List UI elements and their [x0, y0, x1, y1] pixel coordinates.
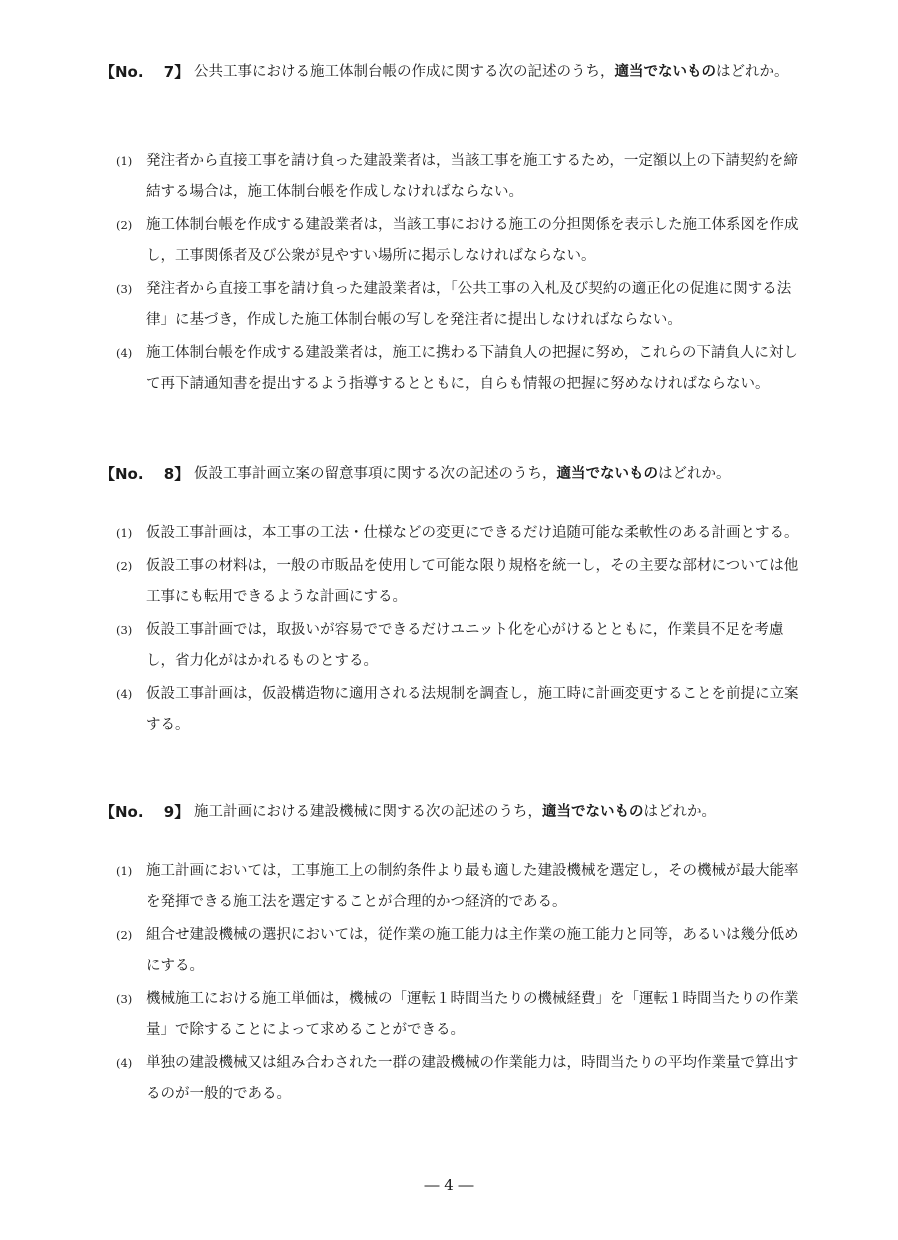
option-text: 施工計画においては，工事施工上の制約条件より最も適した建設機械を選定し，その機械が最大能率を発揮できる施工法を選定することが合理的かつ経済的である。: [146, 863, 799, 910]
question-9: [0, 798, 898, 826]
option-1: [0, 518, 898, 549]
option-3: [0, 984, 898, 1046]
option-number: (1): [116, 864, 133, 878]
option-2: [0, 920, 898, 982]
question-8: [0, 460, 898, 488]
option-number: (2): [116, 928, 133, 942]
option-text: 施工体制台帳を作成する建設業者は，当該工事における施工の分担関係を表示した施工体系図を作成し，工事関係者及び公衆が見やすい場所に掲示しなければならない。: [146, 217, 799, 264]
question-stem: [194, 460, 806, 488]
option-1: [0, 856, 898, 918]
option-3: [0, 274, 898, 336]
option-text: 発注者から直接工事を請け負った建設業者は，当該工事を施工するため，一定額以上の下請契約を締結する場合は，施工体制台帳を作成しなければならない。: [146, 153, 798, 200]
stem-emphasis: 適当でないもの: [556, 466, 658, 482]
option-2: [0, 551, 898, 613]
option-number: (4): [116, 346, 133, 360]
option-text: 仮設工事の材料は，一般の市販品を使用して可能な限り規格を統一し，その主要な部材については他工事にも転用できるような計画にする。: [146, 558, 799, 605]
stem-text-end: はどれか。: [643, 804, 716, 820]
page-number: ― 4 ―: [424, 1176, 474, 1194]
option-text: 施工体制台帳を作成する建設業者は，施工に携わる下請負人の把握に努め，これらの下請負人に対して再下請通知書を提出するよう指導するとともに，自らも情報の把握に努めなければならない。: [146, 345, 798, 392]
options-list: [0, 856, 898, 1112]
option-number: (1): [116, 154, 133, 168]
option-number: (2): [116, 559, 133, 573]
question-number: 【No. 9】: [100, 803, 190, 821]
option-number: (3): [116, 992, 133, 1006]
question-header: [0, 58, 898, 86]
option-text: 組合せ建設機械の選択においては，従作業の施工能力は主作業の施工能力と同等，あるいは幾分低めにする。: [146, 927, 799, 974]
option-4: [0, 679, 898, 741]
option-number: (3): [116, 623, 133, 637]
options-list: [0, 146, 898, 402]
option-number: (2): [116, 218, 133, 232]
option-4: [0, 338, 898, 400]
option-text: 仮設工事計画は，本工事の工法・仕様などの変更にできるだけ追随可能な柔軟性のある計画とする。: [146, 525, 799, 541]
stem-text: 仮設工事計画立案の留意事項に関する次の記述のうち，: [194, 466, 557, 482]
option-text: 仮設工事計画では，取扱いが容易でできるだけユニット化を心がけるとともに，作業員不足を考慮し，省力化がはかれるものとする。: [146, 622, 784, 669]
option-text: 仮設工事計画は，仮設構造物に適用される法規制を調査し，施工時に計画変更することを前提に立案する。: [146, 686, 799, 733]
option-2: [0, 210, 898, 272]
option-text: 発注者から直接工事を請け負った建設業者は，「公共工事の入札及び契約の適正化の促進に関する法律」に基づき，作成した施工体制台帳の写しを発注者に提出しなければならない。: [146, 281, 792, 328]
question-header: [0, 460, 898, 488]
stem-text: 施工計画における建設機械に関する次の記述のうち，: [194, 804, 542, 820]
option-text: 単独の建設機械又は組み合わされた一群の建設機械の作業能力は，時間当たりの平均作業量で算出するのが一般的である。: [146, 1055, 799, 1102]
question-number: 【No. 8】: [100, 465, 190, 483]
option-number: (1): [116, 526, 133, 540]
options-list: [0, 518, 898, 743]
stem-emphasis: 適当でないもの: [542, 804, 644, 820]
option-4: [0, 1048, 898, 1110]
option-number: (4): [116, 1056, 133, 1070]
question-stem: [194, 798, 806, 826]
option-3: [0, 615, 898, 677]
stem-emphasis: 適当でないもの: [614, 64, 716, 80]
stem-text-end: はどれか。: [658, 466, 731, 482]
stem-text: 公共工事における施工体制台帳の作成に関する次の記述のうち，: [194, 64, 615, 80]
option-1: [0, 146, 898, 208]
option-number: (4): [116, 687, 133, 701]
question-stem: [194, 58, 806, 86]
option-number: (3): [116, 282, 133, 296]
stem-text-end: はどれか。: [716, 64, 789, 80]
question-number: 【No. 7】: [100, 63, 190, 81]
option-text: 機械施工における施工単価は，機械の「運転１時間当たりの機械経費」を「運転１時間当たりの作業量」で除することによって求めることができる。: [146, 991, 799, 1038]
question-header: [0, 798, 898, 826]
question-7: [0, 58, 898, 86]
